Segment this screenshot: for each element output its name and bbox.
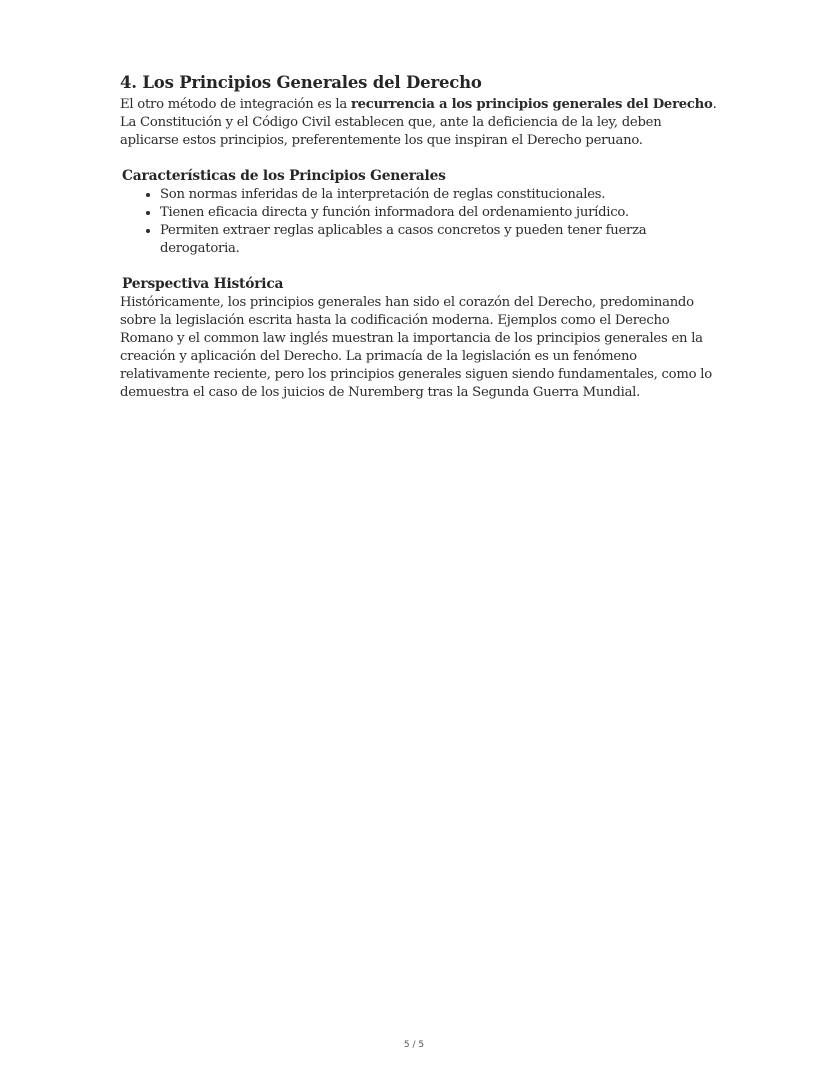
list-item: • Permiten extraer reglas aplicables a casos concretos y pueden tener fuerza derogatoria. — [160, 222, 720, 258]
intro-text-start: El otro método de integración es la — [120, 97, 351, 112]
section-title: 4. Los Principios Generales del Derecho — [120, 73, 482, 92]
list-item: • Tienen eficacia directa y función informadora del ordenamiento jurídico. — [160, 204, 720, 222]
intro-text-end: . La Constitución y el Código Civil establecen que, ante la deficiencia de la ley, deben aplicarse estos principios, preferentemente los que inspiran el Derecho peruano. — [120, 97, 717, 148]
intro-paragraph — [120, 96, 720, 150]
page-indicator: 5 / 5 — [403, 1040, 425, 1050]
principles-section — [120, 72, 720, 150]
document-page — [120, 72, 720, 402]
history-paragraph: Históricamente, los principios generales han sido el corazón del Derecho, predominando sobre la legislación escrita hasta la codificación moderna. Ejemplos como el Derecho Romano y el common law inglés muestran la importancia de los principios generales en la creación y aplicación del Derecho. La primacía de la legislación es un fenómeno relativamente reciente, pero los principios generales siguen siendo fundamentales, como lo demuestra el caso de los juicios de Nuremberg tras la Segunda Guerra Mundial. — [120, 295, 712, 400]
characteristics-heading: Características de los Principios Generales — [122, 168, 446, 184]
intro-bold-text: recurrencia a los principios generales del Derecho — [350, 97, 713, 112]
list-item: • Son normas inferidas de la interpretación de reglas constitucionales. — [160, 186, 720, 204]
history-section — [120, 274, 720, 402]
characteristics-section — [120, 166, 720, 258]
history-heading: Perspectiva Histórica — [122, 276, 284, 292]
characteristics-list — [120, 186, 720, 258]
